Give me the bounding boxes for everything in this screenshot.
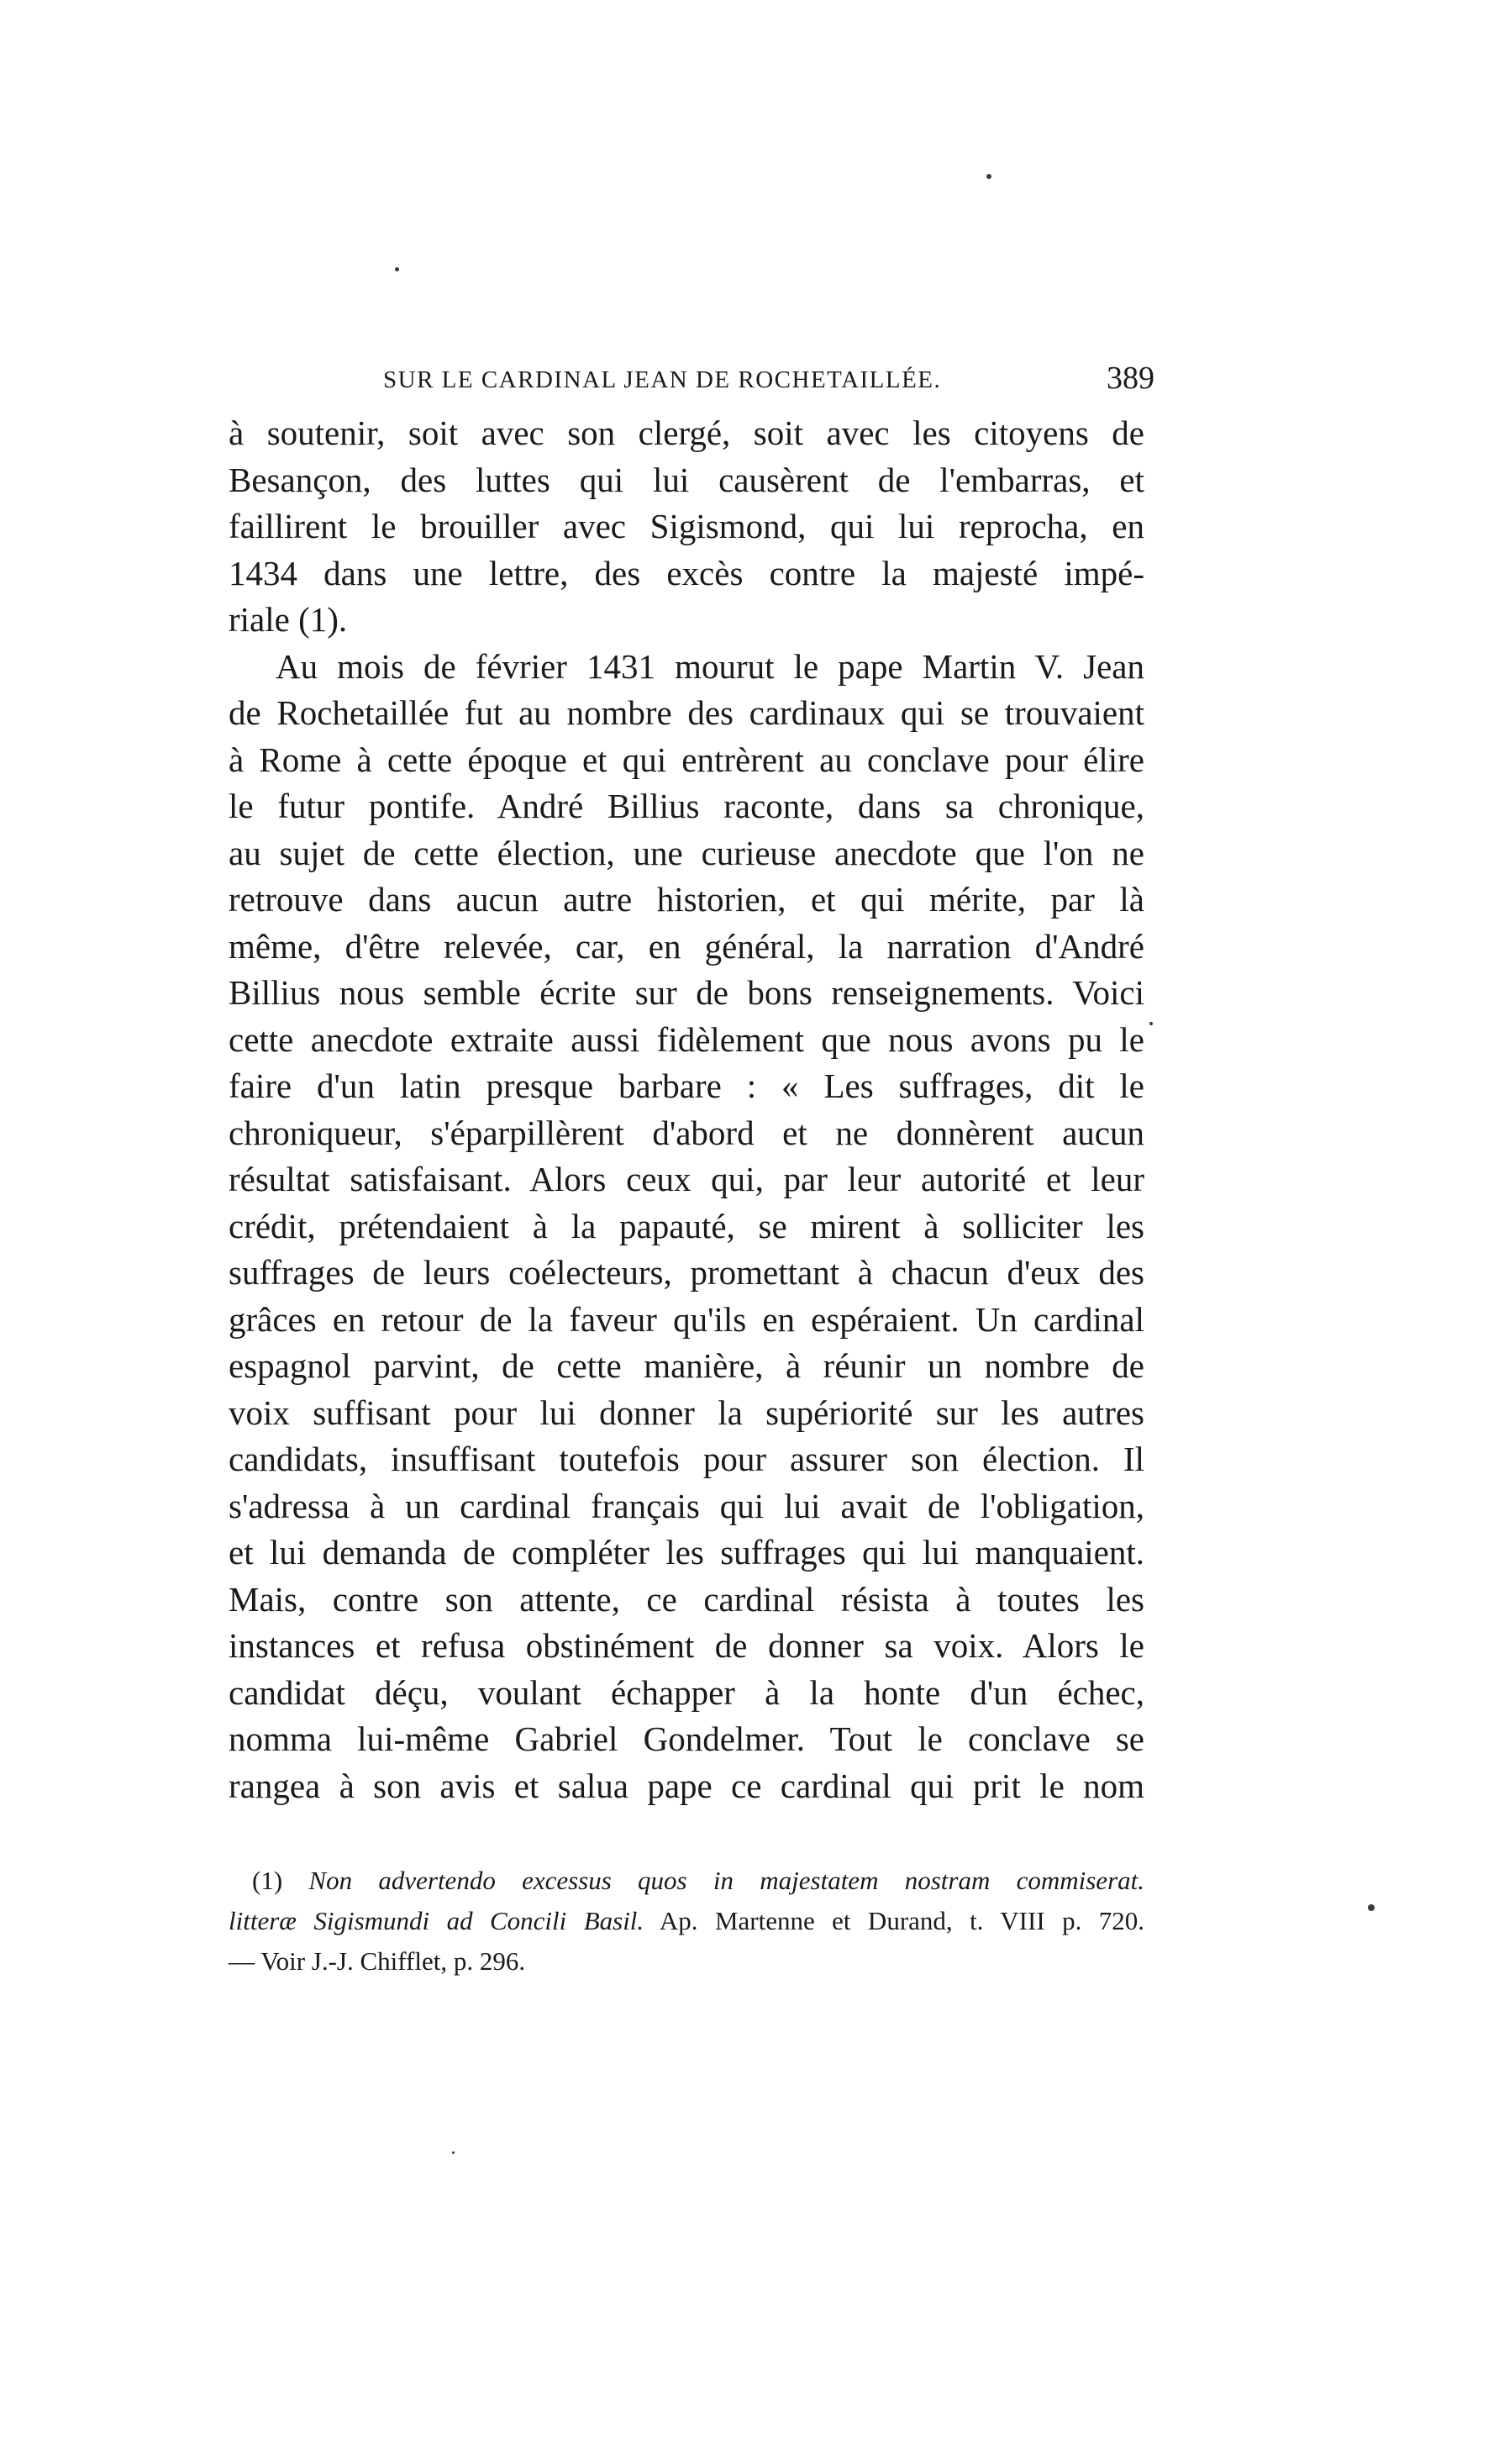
text-line: faillirent le brouiller avec Sigismond, qui lui reprocha, en <box>229 507 1144 545</box>
text-line: candidat déçu, voulant échapper à la honte d'un échec, <box>229 1672 1144 1712</box>
footnote-line <box>229 1861 1144 1901</box>
text-line: de Rochetaillée fut au nombre des cardinaux qui se trouvaient <box>229 693 1144 732</box>
running-title: SUR LE CARDINAL JEAN DE ROCHETAILLÉE. <box>383 366 942 393</box>
footnote-quote: Non advertendo excessus quos in majestatem nostram commiserat. <box>308 1866 1144 1895</box>
text-line: crédit, prétendaient à la papauté, se mirent à solliciter les <box>229 1206 1144 1245</box>
text-line: s'adressa à un cardinal français qui lui avait de l'obligation, <box>229 1486 1144 1525</box>
text-line: même, d'être relevée, car, en général, la narration d'André <box>229 926 1144 966</box>
footnote-marker: (1) <box>252 1866 283 1895</box>
text-line: riale (1). <box>229 600 348 639</box>
text-line: à soutenir, soit avec son clergé, soit avec les citoyens de <box>229 413 1144 452</box>
text-line: grâces en retour de la faveur qu'ils en espéraient. Un cardinal <box>229 1299 1144 1339</box>
scan-speck <box>452 2151 455 2154</box>
text-line: faire d'un latin presque barbare : « Les suffrages, dit le <box>229 1066 1144 1105</box>
scan-speck <box>1149 1022 1153 1025</box>
text-line: candidats, insuffisant toutefois pour assurer son élection. Il <box>229 1440 1144 1478</box>
footnote-source-title: litteræ Sigismundi ad Concili Basil. <box>229 1906 644 1935</box>
text-line: Billius nous semble écrite sur de bons renseignements. Voici <box>229 973 1144 1012</box>
text-line: au sujet de cette élection, une curieuse anecdote que l'on ne <box>229 833 1144 872</box>
footnote-line: — Voir J.-J. Chifflet, p. 296. <box>229 1946 526 1976</box>
text-line: résultat satisfaisant. Alors ceux qui, par leur autorité et leur <box>229 1160 1144 1198</box>
footnote <box>229 1861 1144 1982</box>
text-line: suffrages de leurs coélecteurs, promettant à chacun d'eux des <box>229 1253 1144 1292</box>
text-line: le futur pontife. André Billius raconte, dans sa chronique, <box>229 787 1144 825</box>
body-text <box>229 410 1144 1809</box>
scan-speck <box>395 267 399 271</box>
text-line: chroniqueur, s'éparpillèrent d'abord et ne donnèrent aucun <box>229 1113 1144 1152</box>
page-header <box>383 360 1156 410</box>
text-line: et lui demanda de compléter les suffrages qui lui manquaient. <box>229 1533 1144 1572</box>
text-line: cette anecdote extraite aussi fidèlement que nous avons pu le <box>229 1019 1144 1059</box>
scan-speck <box>1368 1904 1375 1911</box>
footnote-line <box>229 1901 1144 1941</box>
text-line: espagnol parvint, de cette manière, à réunir un nombre de <box>229 1346 1144 1385</box>
text-line: instances et refusa obstinément de donner sa voix. Alors le <box>229 1626 1144 1665</box>
scan-speck <box>986 174 991 179</box>
text-line: rangea à son avis et salua pape ce cardinal qui prit le nom <box>229 1766 1144 1805</box>
text-line: retrouve dans aucun autre historien, et qui mérite, par là <box>229 880 1144 919</box>
text-line: nomma lui-même Gabriel Gondelmer. Tout le conclave se <box>229 1719 1144 1758</box>
page-number: 389 <box>1107 361 1154 396</box>
text-line: voix suffisant pour lui donner la supériorité sur les autres <box>229 1393 1144 1432</box>
footnote-reference: Ap. Martenne et Durand, t. VIII p. 720. <box>659 1906 1144 1935</box>
text-line: Besançon, des luttes qui lui causèrent de l'embarras, et <box>229 460 1144 499</box>
text-line: à Rome à cette époque et qui entrèrent au conclave pour élire <box>229 740 1144 779</box>
text-line: Au mois de février 1431 mourut le pape Martin V. Jean <box>276 646 1144 686</box>
text-line: Mais, contre son attente, ce cardinal résista à toutes les <box>229 1579 1144 1619</box>
text-line: 1434 dans une lettre, des excès contre la majesté impé- <box>229 553 1144 592</box>
